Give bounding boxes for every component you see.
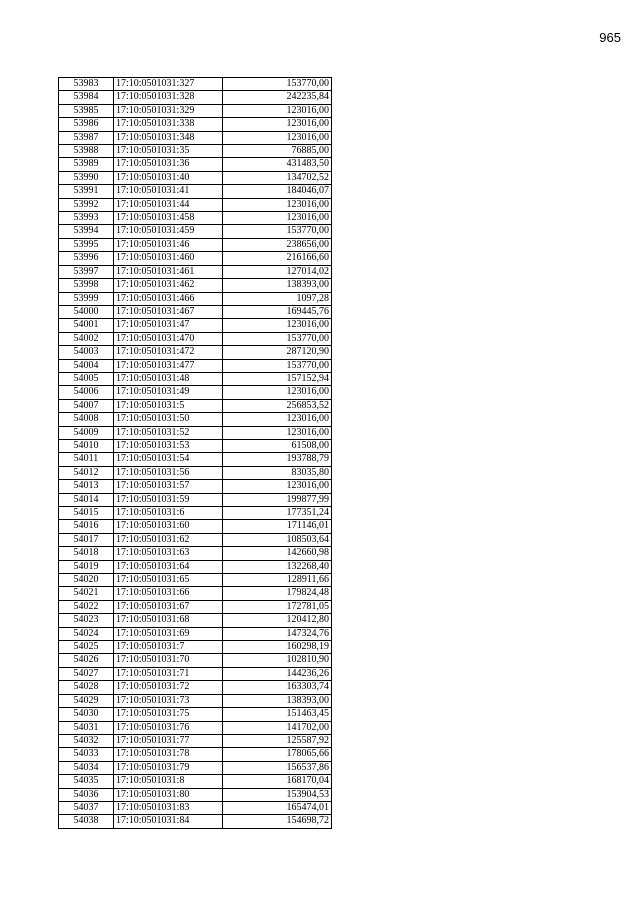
- cadastral-number-cell: 17:10:0501031:78: [114, 748, 223, 761]
- row-number-cell: 53999: [59, 292, 114, 305]
- table-row: [59, 801, 332, 814]
- table-row: [59, 279, 332, 292]
- cadastral-number-cell: 17:10:0501031:46: [114, 238, 223, 251]
- cadastral-number-cell: 17:10:0501031:73: [114, 694, 223, 707]
- cadastral-value-cell: 160298,19: [223, 641, 332, 654]
- cadastral-number-cell: 17:10:0501031:63: [114, 547, 223, 560]
- row-number-cell: 54036: [59, 788, 114, 801]
- table-row: [59, 480, 332, 493]
- row-number-cell: 53996: [59, 252, 114, 265]
- cadastral-value-cell: 123016,00: [223, 480, 332, 493]
- cadastral-value-cell: 178065,66: [223, 748, 332, 761]
- row-number-cell: 54013: [59, 480, 114, 493]
- cadastral-number-cell: 17:10:0501031:57: [114, 480, 223, 493]
- row-number-cell: 54012: [59, 466, 114, 479]
- cadastral-number-cell: 17:10:0501031:477: [114, 359, 223, 372]
- cadastral-number-cell: 17:10:0501031:62: [114, 533, 223, 546]
- cadastral-value-cell: 153770,00: [223, 78, 332, 91]
- row-number-cell: 54010: [59, 439, 114, 452]
- row-number-cell: 54024: [59, 627, 114, 640]
- cadastral-value-cell: 144236,26: [223, 667, 332, 680]
- table-row: [59, 600, 332, 613]
- table-row: [59, 346, 332, 359]
- table-row: [59, 158, 332, 171]
- table-row: [59, 574, 332, 587]
- cadastral-value-cell: 123016,00: [223, 212, 332, 225]
- cadastral-number-cell: 17:10:0501031:327: [114, 78, 223, 91]
- cadastral-value-cell: 76885,00: [223, 145, 332, 158]
- cadastral-value-table: [58, 77, 332, 829]
- cadastral-number-cell: 17:10:0501031:83: [114, 801, 223, 814]
- row-number-cell: 53991: [59, 185, 114, 198]
- table-row: [59, 734, 332, 747]
- row-number-cell: 54011: [59, 453, 114, 466]
- cadastral-value-cell: 83035,80: [223, 466, 332, 479]
- table-row: [59, 386, 332, 399]
- cadastral-value-cell: 123016,00: [223, 198, 332, 211]
- page-number: 965: [599, 30, 621, 45]
- cadastral-value-cell: 184046,07: [223, 185, 332, 198]
- table-row: [59, 748, 332, 761]
- cadastral-value-cell: 123016,00: [223, 131, 332, 144]
- row-number-cell: 53990: [59, 171, 114, 184]
- cadastral-value-cell: 61508,00: [223, 439, 332, 452]
- row-number-cell: 54023: [59, 614, 114, 627]
- table-row: [59, 493, 332, 506]
- cadastral-number-cell: 17:10:0501031:79: [114, 761, 223, 774]
- cadastral-value-cell: 172781,05: [223, 600, 332, 613]
- row-number-cell: 54014: [59, 493, 114, 506]
- table-row: [59, 761, 332, 774]
- row-number-cell: 53988: [59, 145, 114, 158]
- cadastral-number-cell: 17:10:0501031:49: [114, 386, 223, 399]
- cadastral-number-cell: 17:10:0501031:328: [114, 91, 223, 104]
- table-row: [59, 319, 332, 332]
- cadastral-value-cell: 179824,48: [223, 587, 332, 600]
- row-number-cell: 54034: [59, 761, 114, 774]
- table-row: [59, 533, 332, 546]
- row-number-cell: 54008: [59, 413, 114, 426]
- cadastral-value-cell: 125587,92: [223, 734, 332, 747]
- table-row: [59, 426, 332, 439]
- table-row: [59, 118, 332, 131]
- cadastral-value-cell: 153770,00: [223, 359, 332, 372]
- cadastral-number-cell: 17:10:0501031:77: [114, 734, 223, 747]
- table-row: [59, 359, 332, 372]
- cadastral-value-cell: 123016,00: [223, 104, 332, 117]
- table-row: [59, 439, 332, 452]
- cadastral-number-cell: 17:10:0501031:72: [114, 681, 223, 694]
- cadastral-value-cell: 127014,02: [223, 265, 332, 278]
- row-number-cell: 54017: [59, 533, 114, 546]
- cadastral-value-cell: 165474,01: [223, 801, 332, 814]
- cadastral-number-cell: 17:10:0501031:40: [114, 171, 223, 184]
- row-number-cell: 54006: [59, 386, 114, 399]
- table-row: [59, 332, 332, 345]
- cadastral-value-cell: 102810,90: [223, 654, 332, 667]
- cadastral-number-cell: 17:10:0501031:56: [114, 466, 223, 479]
- cadastral-number-cell: 17:10:0501031:459: [114, 225, 223, 238]
- cadastral-number-cell: 17:10:0501031:460: [114, 252, 223, 265]
- cadastral-number-cell: 17:10:0501031:65: [114, 574, 223, 587]
- table-row: [59, 788, 332, 801]
- table-row: [59, 225, 332, 238]
- table-row: [59, 238, 332, 251]
- table-row: [59, 721, 332, 734]
- row-number-cell: 53994: [59, 225, 114, 238]
- cadastral-value-cell: 1097,28: [223, 292, 332, 305]
- table-row: [59, 681, 332, 694]
- cadastral-value-cell: 153770,00: [223, 332, 332, 345]
- cadastral-value-cell: 108503,64: [223, 533, 332, 546]
- row-number-cell: 54002: [59, 332, 114, 345]
- row-number-cell: 53995: [59, 238, 114, 251]
- cadastral-number-cell: 17:10:0501031:84: [114, 815, 223, 828]
- cadastral-number-cell: 17:10:0501031:47: [114, 319, 223, 332]
- cadastral-value-cell: 154698,72: [223, 815, 332, 828]
- cadastral-value-cell: 157152,94: [223, 372, 332, 385]
- cadastral-number-cell: 17:10:0501031:338: [114, 118, 223, 131]
- cadastral-number-cell: 17:10:0501031:67: [114, 600, 223, 613]
- cadastral-number-cell: 17:10:0501031:59: [114, 493, 223, 506]
- table-row: [59, 507, 332, 520]
- cadastral-value-cell: 120412,80: [223, 614, 332, 627]
- row-number-cell: 54018: [59, 547, 114, 560]
- cadastral-number-cell: 17:10:0501031:60: [114, 520, 223, 533]
- table-row: [59, 171, 332, 184]
- cadastral-number-cell: 17:10:0501031:80: [114, 788, 223, 801]
- cadastral-number-cell: 17:10:0501031:69: [114, 627, 223, 640]
- cadastral-number-cell: 17:10:0501031:8: [114, 775, 223, 788]
- cadastral-value-cell: 134702,52: [223, 171, 332, 184]
- cadastral-number-cell: 17:10:0501031:71: [114, 667, 223, 680]
- table-row: [59, 252, 332, 265]
- table-row: [59, 212, 332, 225]
- cadastral-value-cell: 238656,00: [223, 238, 332, 251]
- cadastral-value-cell: 169445,76: [223, 305, 332, 318]
- table-row: [59, 198, 332, 211]
- cadastral-value-cell: 153770,00: [223, 225, 332, 238]
- cadastral-value-cell: 141702,00: [223, 721, 332, 734]
- row-number-cell: 54021: [59, 587, 114, 600]
- cadastral-number-cell: 17:10:0501031:36: [114, 158, 223, 171]
- table-row: [59, 399, 332, 412]
- table-row: [59, 305, 332, 318]
- row-number-cell: 53992: [59, 198, 114, 211]
- table-row: [59, 91, 332, 104]
- table-row: [59, 694, 332, 707]
- cadastral-value-cell: 156537,86: [223, 761, 332, 774]
- row-number-cell: 54015: [59, 507, 114, 520]
- row-number-cell: 54028: [59, 681, 114, 694]
- cadastral-number-cell: 17:10:0501031:44: [114, 198, 223, 211]
- cadastral-number-cell: 17:10:0501031:54: [114, 453, 223, 466]
- table-row: [59, 78, 332, 91]
- table-row: [59, 131, 332, 144]
- cadastral-value-cell: 287120,90: [223, 346, 332, 359]
- row-number-cell: 54007: [59, 399, 114, 412]
- row-number-cell: 54032: [59, 734, 114, 747]
- row-number-cell: 53989: [59, 158, 114, 171]
- table-row: [59, 145, 332, 158]
- cadastral-number-cell: 17:10:0501031:462: [114, 279, 223, 292]
- row-number-cell: 54022: [59, 600, 114, 613]
- row-number-cell: 53997: [59, 265, 114, 278]
- row-number-cell: 54031: [59, 721, 114, 734]
- row-number-cell: 53993: [59, 212, 114, 225]
- cadastral-value-cell: 163303,74: [223, 681, 332, 694]
- table-row: [59, 292, 332, 305]
- cadastral-value-cell: 256853,52: [223, 399, 332, 412]
- row-number-cell: 54026: [59, 654, 114, 667]
- cadastral-number-cell: 17:10:0501031:329: [114, 104, 223, 117]
- cadastral-number-cell: 17:10:0501031:466: [114, 292, 223, 305]
- cadastral-value-cell: 242235,84: [223, 91, 332, 104]
- table-row: [59, 466, 332, 479]
- cadastral-value-cell: 123016,00: [223, 386, 332, 399]
- cadastral-value-cell: 147324,76: [223, 627, 332, 640]
- row-number-cell: 53983: [59, 78, 114, 91]
- cadastral-number-cell: 17:10:0501031:7: [114, 641, 223, 654]
- row-number-cell: 54009: [59, 426, 114, 439]
- table-row: [59, 560, 332, 573]
- table-row: [59, 815, 332, 828]
- table-row: [59, 775, 332, 788]
- cadastral-value-cell: 123016,00: [223, 118, 332, 131]
- cadastral-value-cell: 138393,00: [223, 694, 332, 707]
- cadastral-value-cell: 168170,04: [223, 775, 332, 788]
- cadastral-value-cell: 138393,00: [223, 279, 332, 292]
- row-number-cell: 54005: [59, 372, 114, 385]
- table-row: [59, 453, 332, 466]
- cadastral-value-cell: 171146,01: [223, 520, 332, 533]
- cadastral-number-cell: 17:10:0501031:70: [114, 654, 223, 667]
- table-row: [59, 104, 332, 117]
- table-row: [59, 372, 332, 385]
- cadastral-value-cell: 123016,00: [223, 426, 332, 439]
- cadastral-number-cell: 17:10:0501031:467: [114, 305, 223, 318]
- row-number-cell: 54029: [59, 694, 114, 707]
- table-row: [59, 265, 332, 278]
- cadastral-number-cell: 17:10:0501031:68: [114, 614, 223, 627]
- cadastral-value-cell: 128911,66: [223, 574, 332, 587]
- cadastral-value-cell: 177351,24: [223, 507, 332, 520]
- cadastral-value-cell: 193788,79: [223, 453, 332, 466]
- cadastral-value-cell: 216166,60: [223, 252, 332, 265]
- cadastral-number-cell: 17:10:0501031:35: [114, 145, 223, 158]
- cadastral-number-cell: 17:10:0501031:48: [114, 372, 223, 385]
- table-row: [59, 654, 332, 667]
- row-number-cell: 54000: [59, 305, 114, 318]
- row-number-cell: 54004: [59, 359, 114, 372]
- cadastral-number-cell: 17:10:0501031:41: [114, 185, 223, 198]
- cadastral-number-cell: 17:10:0501031:66: [114, 587, 223, 600]
- row-number-cell: 54038: [59, 815, 114, 828]
- row-number-cell: 54025: [59, 641, 114, 654]
- cadastral-number-cell: 17:10:0501031:52: [114, 426, 223, 439]
- table-row: [59, 185, 332, 198]
- table-row: [59, 520, 332, 533]
- cadastral-number-cell: 17:10:0501031:461: [114, 265, 223, 278]
- row-number-cell: 54020: [59, 574, 114, 587]
- cadastral-value-cell: 142660,98: [223, 547, 332, 560]
- row-number-cell: 54019: [59, 560, 114, 573]
- cadastral-value-cell: 151463,45: [223, 708, 332, 721]
- table-row: [59, 641, 332, 654]
- cadastral-value-cell: 431483,50: [223, 158, 332, 171]
- cadastral-number-cell: 17:10:0501031:470: [114, 332, 223, 345]
- row-number-cell: 53987: [59, 131, 114, 144]
- row-number-cell: 54003: [59, 346, 114, 359]
- cadastral-number-cell: 17:10:0501031:50: [114, 413, 223, 426]
- cadastral-number-cell: 17:10:0501031:6: [114, 507, 223, 520]
- cadastral-number-cell: 17:10:0501031:5: [114, 399, 223, 412]
- row-number-cell: 53998: [59, 279, 114, 292]
- row-number-cell: 54027: [59, 667, 114, 680]
- row-number-cell: 54001: [59, 319, 114, 332]
- cadastral-number-cell: 17:10:0501031:472: [114, 346, 223, 359]
- row-number-cell: 54035: [59, 775, 114, 788]
- table-body: [59, 78, 332, 829]
- row-number-cell: 53985: [59, 104, 114, 117]
- cadastral-value-cell: 123016,00: [223, 319, 332, 332]
- table-row: [59, 587, 332, 600]
- cadastral-number-cell: 17:10:0501031:64: [114, 560, 223, 573]
- table-row: [59, 708, 332, 721]
- cadastral-number-cell: 17:10:0501031:76: [114, 721, 223, 734]
- cadastral-value-cell: 123016,00: [223, 413, 332, 426]
- row-number-cell: 53986: [59, 118, 114, 131]
- cadastral-value-cell: 153904,53: [223, 788, 332, 801]
- table-row: [59, 667, 332, 680]
- row-number-cell: 54030: [59, 708, 114, 721]
- cadastral-number-cell: 17:10:0501031:348: [114, 131, 223, 144]
- table-row: [59, 547, 332, 560]
- table-row: [59, 627, 332, 640]
- cadastral-value-cell: 132268,40: [223, 560, 332, 573]
- cadastral-value-cell: 199877,99: [223, 493, 332, 506]
- cadastral-number-cell: 17:10:0501031:458: [114, 212, 223, 225]
- table-row: [59, 614, 332, 627]
- row-number-cell: 54016: [59, 520, 114, 533]
- table-row: [59, 413, 332, 426]
- row-number-cell: 54037: [59, 801, 114, 814]
- cadastral-number-cell: 17:10:0501031:53: [114, 439, 223, 452]
- cadastral-number-cell: 17:10:0501031:75: [114, 708, 223, 721]
- row-number-cell: 53984: [59, 91, 114, 104]
- row-number-cell: 54033: [59, 748, 114, 761]
